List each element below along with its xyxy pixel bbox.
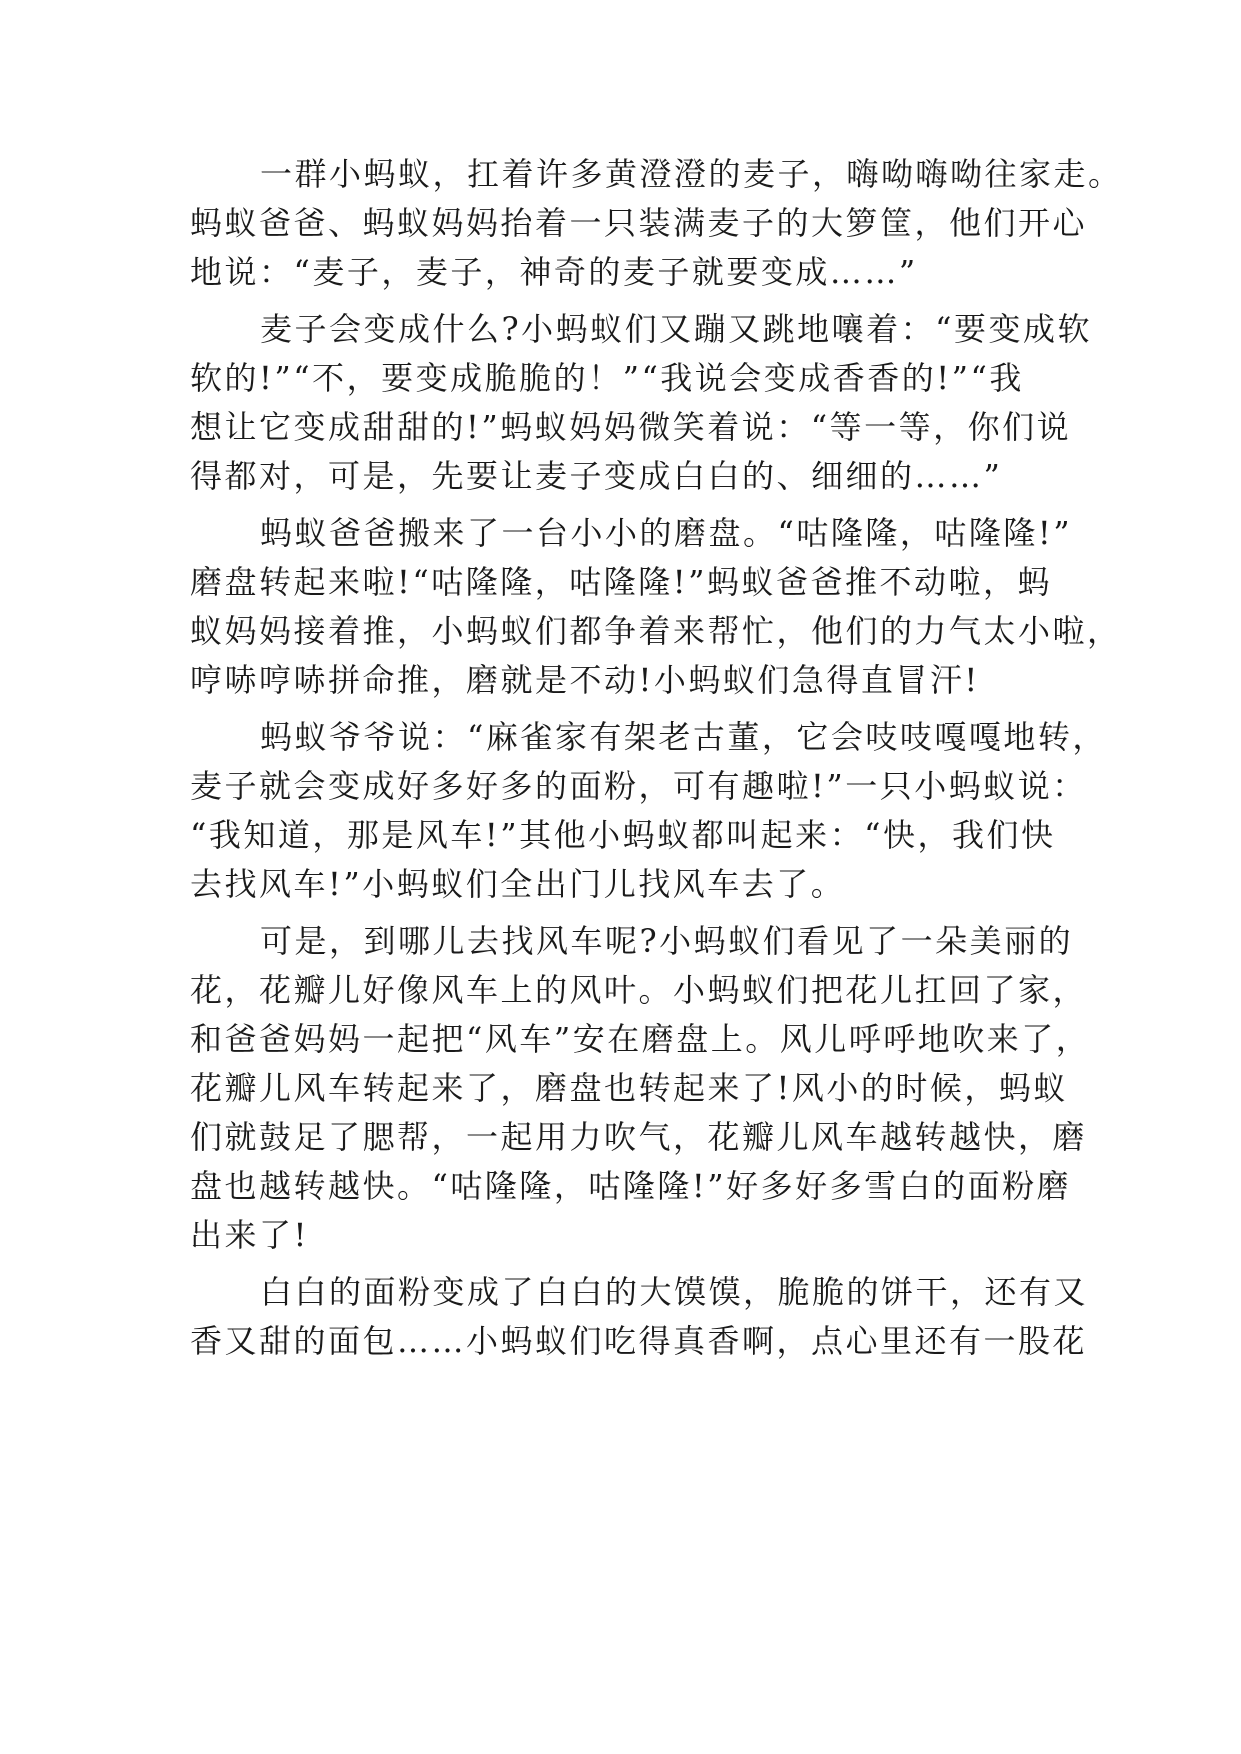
text-line: 软的!”“不，要变成脆脆的！”“我说会变成香香的!”“我 xyxy=(190,359,1024,397)
text-line: 麦子会变成什么?小蚂蚁们又蹦又跳地嚷着：“要变成软 xyxy=(260,310,1093,348)
text-line: 出来了! xyxy=(190,1216,309,1254)
text-line: 想让它变成甜甜的!”蚂蚁妈妈微笑着说：“等一等，你们说 xyxy=(190,408,1072,446)
paragraph-2 xyxy=(190,305,1093,501)
story-text xyxy=(190,150,1123,1366)
text-line: 麦子就会变成好多好多的面粉，可有趣啦!”一只小蚂蚁说： xyxy=(190,767,1087,805)
text-line: 磨盘转起来啦!“咕隆隆，咕隆隆!”蚂蚁爸爸推不动啦，蚂 xyxy=(190,563,1052,601)
text-line: “我知道，那是风车!”其他小蚂蚁都叫起来：“快，我们快 xyxy=(190,816,1056,854)
paragraph-6 xyxy=(190,1268,1090,1366)
paragraph-4 xyxy=(190,713,1107,909)
text-line: 去找风车!”小蚂蚁们全出门儿找风车去了。 xyxy=(190,865,846,903)
text-line: 香又甜的面包……小蚂蚁们吃得真香啊，点心里还有一股花 xyxy=(190,1322,1088,1360)
text-line: 蚂蚁爸爸、蚂蚁妈妈抬着一只装满麦子的大箩筐，他们开心 xyxy=(190,204,1088,242)
text-line: 花，花瓣儿好像风车上的风叶。小蚂蚁们把花儿扛回了家， xyxy=(190,971,1088,1009)
paragraph-1 xyxy=(190,150,1123,297)
paragraph-5 xyxy=(190,917,1090,1260)
text-line: 白白的面粉变成了白白的大馍馍，脆脆的饼干，还有又 xyxy=(260,1273,1089,1311)
text-line: 们就鼓足了腮帮，一起用力吹气，花瓣儿风车越转越快，磨 xyxy=(190,1118,1088,1156)
text-line: 地说：“麦子，麦子，神奇的麦子就要变成……” xyxy=(190,253,918,291)
text-line: 蚂蚁爷爷说：“麻雀家有架老古董，它会吱吱嘎嘎地转， xyxy=(260,718,1107,756)
text-line: 可是，到哪儿去找风车呢?小蚂蚁们看见了一朵美丽的 xyxy=(260,922,1074,960)
text-line: 蚂蚁爸爸搬来了一台小小的磨盘。“咕隆隆，咕隆隆!” xyxy=(260,514,1073,552)
text-line: 哼哧哼哧拼命推，磨就是不动!小蚂蚁们急得直冒汗! xyxy=(190,661,980,699)
text-line: 花瓣儿风车转起来了，磨盘也转起来了!风小的时候，蚂蚁 xyxy=(190,1069,1068,1107)
text-line: 得都对，可是，先要让麦子变成白白的、细细的……” xyxy=(190,457,1003,495)
paragraph-3 xyxy=(190,509,1122,705)
text-line: 和爸爸妈妈一起把“风车”安在磨盘上。风儿呼呼地吹来了， xyxy=(190,1020,1091,1058)
text-line: 蚁妈妈接着推，小蚂蚁们都争着来帮忙，他们的力气太小啦， xyxy=(190,612,1122,650)
text-line: 盘也越转越快。“咕隆隆，咕隆隆!”好多好多雪白的面粉磨 xyxy=(190,1167,1072,1205)
text-line: 一群小蚂蚁，扛着许多黄澄澄的麦子，嗨呦嗨呦往家走。 xyxy=(260,155,1123,193)
